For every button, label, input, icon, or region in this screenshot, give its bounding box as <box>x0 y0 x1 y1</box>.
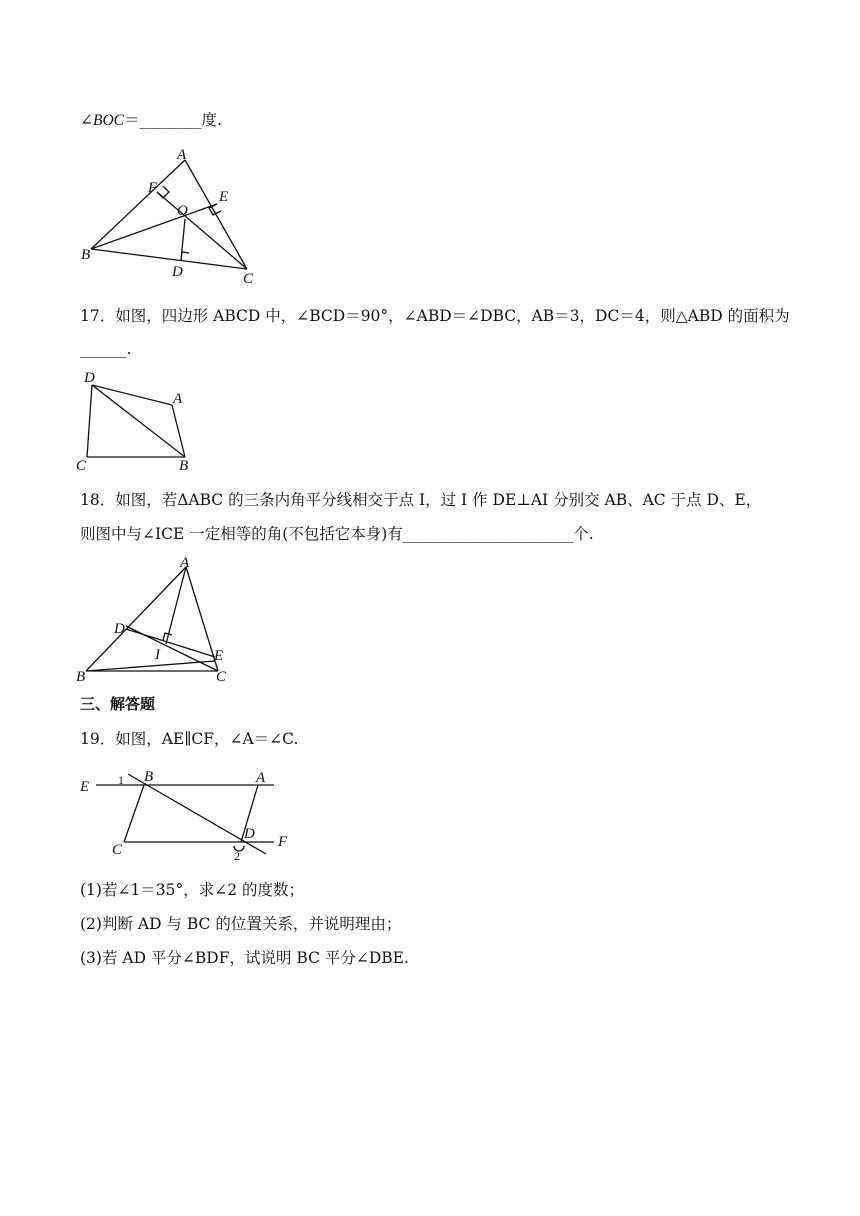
segment-bc <box>91 249 247 269</box>
q17-line-1: 17．如图，四边形 ABCD 中，∠BCD＝90°，∠ABD＝∠DBC，AB＝3，DC＝4，则△ABD 的面积为 <box>80 307 790 325</box>
section-title: 三、解答题 <box>80 695 156 713</box>
label-e: E <box>219 189 229 205</box>
right-angle-d <box>181 252 189 260</box>
q16-answer-line <box>80 109 222 132</box>
q19-sub-1: (1)若∠1＝35°，求∠2 的度数； <box>80 881 305 899</box>
label-c: C <box>243 271 254 287</box>
label-angle-1: 1 <box>118 773 124 787</box>
equals-sign: ＝ <box>124 111 140 129</box>
label-d: D <box>172 264 183 280</box>
label-e: E <box>80 779 90 795</box>
label-c: C <box>76 458 87 474</box>
label-b: B <box>81 247 91 263</box>
label-c: C <box>112 842 123 858</box>
segment-cf <box>157 192 247 269</box>
angle-name: BOC <box>93 112 124 129</box>
q17-line-2: ______. <box>80 340 132 358</box>
label-a: A <box>177 147 187 163</box>
segment-db <box>92 385 185 457</box>
segment-ac <box>185 160 247 269</box>
label-b: B <box>76 669 86 685</box>
label-f: F <box>278 834 288 850</box>
segment-cd <box>87 385 92 457</box>
label-c: C <box>216 669 227 685</box>
segment-ab <box>86 567 186 671</box>
label-o: O <box>177 203 188 219</box>
label-a: A <box>173 391 183 407</box>
right-angle-f <box>157 186 169 198</box>
label-d: D <box>244 826 255 842</box>
label-b: B <box>144 769 154 785</box>
label-a: A <box>180 555 190 571</box>
angle-symbol: ∠ <box>80 111 93 129</box>
segment-ai <box>166 567 186 644</box>
figure-q16 <box>75 145 275 290</box>
q19-sub-3: (3)若 AD 平分∠BDF，试说明 BC 平分∠DBE. <box>80 949 409 967</box>
q19-sub-2: (2)判断 AD 与 BC 的位置关系，并说明理由； <box>80 915 402 933</box>
answer-blank: ________ <box>139 111 202 129</box>
figure-q17 <box>72 368 202 476</box>
label-d: D <box>84 370 95 386</box>
figure-q18 <box>72 555 232 685</box>
label-d: D <box>114 621 125 637</box>
segment-bc <box>124 785 144 842</box>
label-a: A <box>256 770 266 786</box>
label-i: I <box>155 647 160 663</box>
q18-line-2: 则图中与∠ICE 一定相等的角(不包括它本身)有______________________个. <box>80 525 594 543</box>
unit-text: 度. <box>201 111 222 129</box>
label-b: B <box>179 458 189 474</box>
q19-stem: 19．如图，AE∥CF，∠A＝∠C. <box>80 730 299 748</box>
q18-line-1: 18．如图，若ΔABC 的三条内角平分线相交于点 I，过 I 作 DE⊥AI 分别交 AB、AC 于点 D、E， <box>80 491 762 509</box>
segment-be <box>86 661 215 671</box>
label-angle-2: 2 <box>234 849 240 863</box>
segment-de <box>126 629 215 657</box>
label-e: E <box>214 648 224 664</box>
label-f: F <box>148 180 158 196</box>
figure-q19 <box>76 765 296 865</box>
